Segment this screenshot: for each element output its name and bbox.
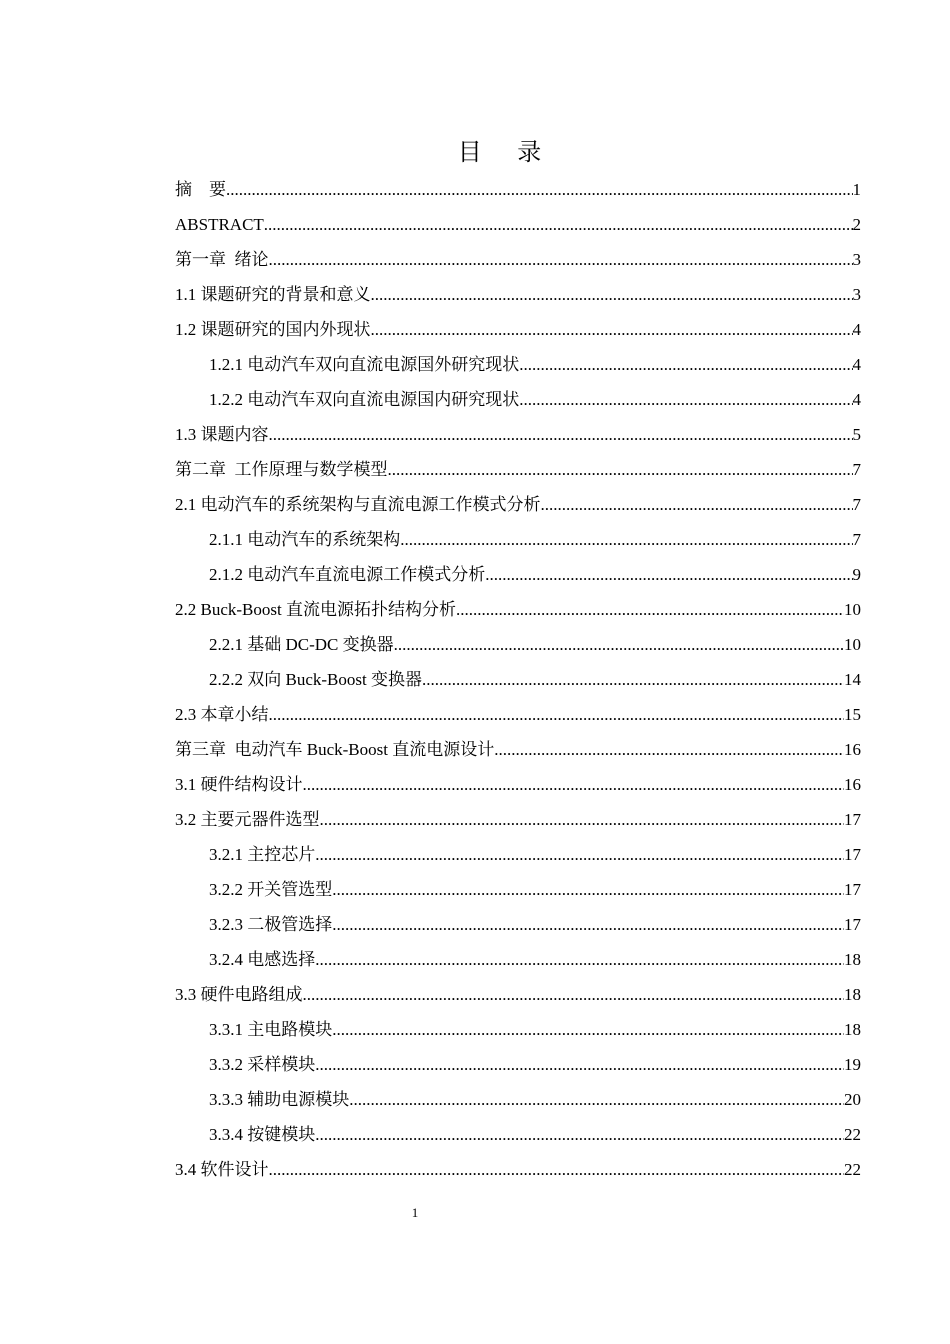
toc-entry-page: 7 (852, 460, 861, 479)
toc-entry-page: 5 (852, 425, 861, 444)
toc-entry[interactable] (175, 350, 861, 385)
toc-entry-page: 17 (844, 810, 861, 829)
toc-leader-dots (394, 630, 844, 660)
toc-leader-dots (269, 245, 853, 275)
page-number: 1 (411, 1205, 419, 1220)
toc-entry-title: 第一章 绪论 (175, 250, 269, 269)
toc-leader-dots (315, 1120, 844, 1150)
toc-entry-page: 2 (852, 215, 861, 234)
toc-leader-dots (456, 595, 844, 625)
toc-entry[interactable] (175, 525, 861, 560)
toc-leader-dots (320, 805, 845, 835)
toc-leader-dots (269, 1155, 845, 1185)
toc-leader-dots (541, 490, 853, 520)
toc-entry-title: 2.1 电动汽车的系统架构与直流电源工作模式分析 (175, 495, 541, 514)
toc-entry[interactable] (175, 385, 861, 420)
toc-leader-dots (303, 770, 845, 800)
toc-leader-dots (494, 735, 844, 765)
toc-leader-dots (315, 840, 844, 870)
toc-entry-page: 10 (844, 600, 861, 619)
toc-entry-title: 摘 要 (175, 180, 226, 199)
toc-entry-title: 3.2.4 电感选择 (209, 950, 316, 969)
table-of-contents (175, 175, 861, 1190)
toc-entry-title: 2.2.1 基础 DC-DC 变换器 (209, 635, 394, 654)
toc-entry[interactable] (175, 315, 861, 350)
toc-entry[interactable] (175, 1050, 861, 1085)
toc-leader-dots (332, 1015, 844, 1045)
toc-entry-title: 1.3 课题内容 (175, 425, 269, 444)
toc-entry-page: 17 (844, 880, 861, 899)
toc-leader-dots (371, 280, 853, 310)
page-title: 目 录 (457, 138, 543, 166)
toc-entry[interactable] (175, 1120, 861, 1155)
toc-entry-title: ABSTRACT (175, 215, 264, 234)
toc-entry[interactable] (175, 280, 861, 315)
toc-entry-title: 3.3.3 辅助电源模块 (209, 1090, 350, 1109)
toc-entry-page: 3 (852, 250, 861, 269)
toc-leader-dots (371, 315, 853, 345)
toc-leader-dots (349, 1085, 844, 1115)
toc-entry-page: 1 (852, 180, 861, 199)
toc-entry[interactable] (175, 490, 861, 525)
toc-entry-title: 2.1.1 电动汽车的系统架构 (209, 530, 401, 549)
toc-leader-dots (485, 560, 852, 590)
toc-entry-title: 3.2.1 主控芯片 (209, 845, 316, 864)
toc-entry[interactable] (175, 245, 861, 280)
toc-leader-dots (519, 385, 852, 415)
toc-entry-title: 2.3 本章小结 (175, 705, 269, 724)
toc-leader-dots (400, 525, 852, 555)
toc-entry-page: 7 (852, 530, 861, 549)
toc-entry[interactable] (175, 770, 861, 805)
toc-entry[interactable] (175, 805, 861, 840)
toc-leader-dots (226, 175, 853, 205)
toc-entry-title: 3.3 硬件电路组成 (175, 985, 303, 1004)
toc-entry-page: 19 (844, 1055, 861, 1074)
toc-entry-page: 18 (844, 1020, 861, 1039)
toc-entry-title: 1.2.1 电动汽车双向直流电源国外研究现状 (209, 355, 520, 374)
toc-leader-dots (332, 910, 844, 940)
toc-entry[interactable] (175, 1155, 861, 1190)
toc-entry-page: 22 (844, 1160, 861, 1179)
toc-entry-title: 第三章 电动汽车 Buck-Boost 直流电源设计 (175, 740, 495, 759)
toc-entry[interactable] (175, 875, 861, 910)
toc-entry[interactable] (175, 980, 861, 1015)
toc-entry[interactable] (175, 210, 861, 245)
toc-entry-page: 20 (844, 1090, 861, 1109)
toc-entry[interactable] (175, 420, 861, 455)
toc-leader-dots (332, 875, 844, 905)
toc-leader-dots (303, 980, 845, 1010)
toc-entry-title: 3.2 主要元器件选型 (175, 810, 320, 829)
toc-entry[interactable] (175, 735, 861, 770)
toc-entry-page: 10 (844, 635, 861, 654)
toc-entry[interactable] (175, 945, 861, 980)
toc-entry-title: 第二章 工作原理与数学模型 (175, 460, 388, 479)
toc-entry-page: 7 (852, 495, 861, 514)
toc-entry-page: 18 (844, 985, 861, 1004)
toc-entry-title: 3.2.2 开关管选型 (209, 880, 333, 899)
toc-leader-dots (315, 945, 844, 975)
toc-entry-title: 3.3.2 采样模块 (209, 1055, 316, 1074)
toc-entry-title: 1.2 课题研究的国内外现状 (175, 320, 371, 339)
toc-entry-title: 2.2.2 双向 Buck-Boost 变换器 (209, 670, 422, 689)
toc-leader-dots (422, 665, 844, 695)
toc-entry[interactable] (175, 700, 861, 735)
toc-entry[interactable] (175, 630, 861, 665)
toc-entry-title: 1.2.2 电动汽车双向直流电源国内研究现状 (209, 390, 520, 409)
toc-entry-page: 15 (844, 705, 861, 724)
toc-entry-page: 14 (844, 670, 861, 689)
toc-entry-page: 3 (852, 285, 861, 304)
toc-entry-title: 1.1 课题研究的背景和意义 (175, 285, 371, 304)
toc-entry[interactable] (175, 665, 861, 700)
toc-entry[interactable] (175, 1085, 861, 1120)
toc-leader-dots (264, 210, 853, 240)
toc-entry-page: 17 (844, 915, 861, 934)
toc-entry[interactable] (175, 175, 861, 210)
toc-entry-page: 4 (852, 390, 861, 409)
toc-entry[interactable] (175, 840, 861, 875)
toc-entry-page: 4 (852, 320, 861, 339)
toc-entry-title: 3.2.3 二极管选择 (209, 915, 333, 934)
toc-entry-title: 2.1.2 电动汽车直流电源工作模式分析 (209, 565, 486, 584)
toc-leader-dots (269, 420, 853, 450)
toc-entry-title: 3.3.4 按键模块 (209, 1125, 316, 1144)
toc-entry[interactable] (175, 560, 861, 595)
toc-entry-page: 17 (844, 845, 861, 864)
toc-leader-dots (269, 700, 845, 730)
toc-entry-page: 18 (844, 950, 861, 969)
toc-entry-title: 3.3.1 主电路模块 (209, 1020, 333, 1039)
toc-entry-page: 4 (852, 355, 861, 374)
toc-entry-title: 3.4 软件设计 (175, 1160, 269, 1179)
toc-entry-page: 22 (844, 1125, 861, 1144)
toc-leader-dots (388, 455, 853, 485)
toc-entry-page: 16 (844, 775, 861, 794)
toc-entry-page: 16 (844, 740, 861, 759)
toc-entry-title: 3.1 硬件结构设计 (175, 775, 303, 794)
toc-leader-dots (519, 350, 852, 380)
toc-entry[interactable] (175, 1015, 861, 1050)
toc-entry[interactable] (175, 910, 861, 945)
toc-entry-page: 9 (852, 565, 861, 584)
toc-entry[interactable] (175, 455, 861, 490)
toc-entry-title: 2.2 Buck-Boost 直流电源拓扑结构分析 (175, 600, 456, 619)
toc-entry[interactable] (175, 595, 861, 630)
toc-leader-dots (315, 1050, 844, 1080)
